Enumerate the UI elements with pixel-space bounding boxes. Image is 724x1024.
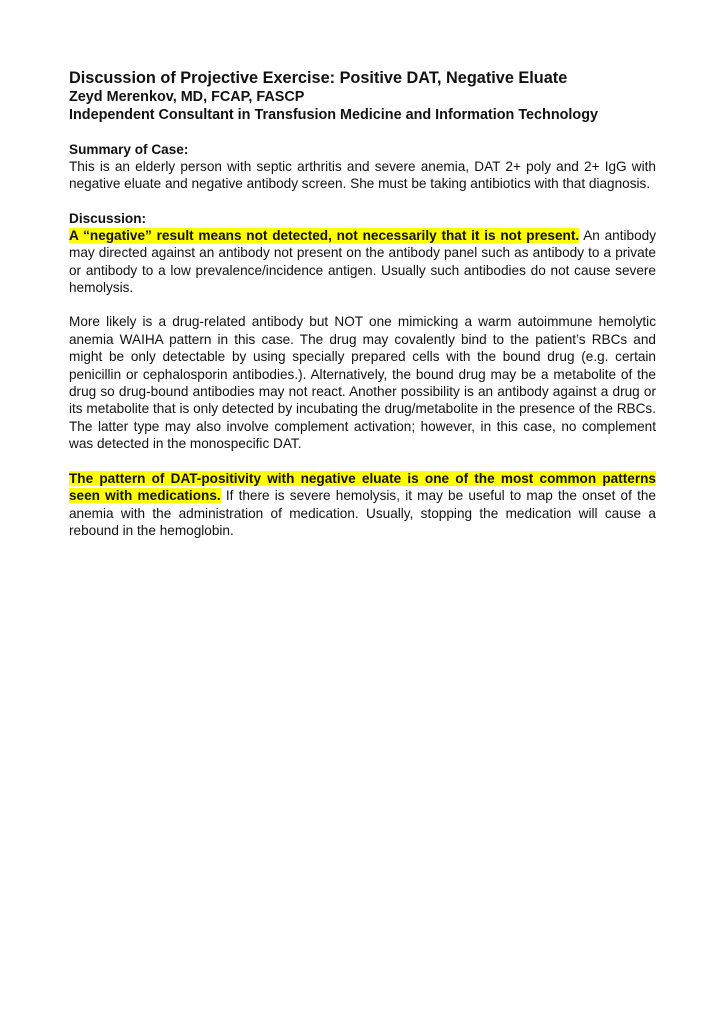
summary-paragraph: This is an elderly person with septic arthritis and severe anemia, DAT 2+ poly and 2+ IgG with negative eluate and negative antibody screen. She must be taking antibiotics with that diagnosis. bbox=[69, 159, 656, 192]
document-title: Discussion of Projective Exercise: Positive DAT, Negative Eluate bbox=[69, 69, 568, 87]
paragraph-3-text: If there is severe hemolysis, it may be useful to map the onset of the anemia with the administration of medication. Usually, stopping the medication will cause a rebound in the hemoglobin. bbox=[69, 488, 656, 538]
document-page bbox=[69, 69, 656, 539]
highlighted-statement-1: A “negative” result means not detected, not necessarily that it is not present. bbox=[69, 227, 580, 243]
discussion-paragraph-1 bbox=[69, 227, 656, 297]
paragraph-1-text: An antibody may directed against an antibody not present on the antibody panel such as antibody to a private or antibody to a low prevalence/incidence antigen. Usually such antibodies do not cause severe hemolysis. bbox=[69, 227, 656, 296]
author-line: Zeyd Merenkov, MD, FCAP, FASCP bbox=[69, 89, 305, 105]
discussion-paragraph-2: More likely is a drug-related antibody but NOT one mimicking a warm autoimmune hemolytic anemia WAIHA pattern in this case. The drug may covalently bind to the patient’s RBCs and might be only detectable by using specially prepared cells with the bound drug (e.g. certain penicillin or cephalosporin antibodies.). Alternatively, the bound drug may be a metabolite of the drug so drug-bound antibodies may not react. Another possibility is an antibody against a drug or its metabolite that is only detected by incubating the drug/metabolite in the presence of the RBCs. The latter type may also involve complement activation; however, in this case, no complement was detected in the monospecific DAT. bbox=[69, 314, 656, 452]
summary-heading: Summary of Case: bbox=[69, 142, 189, 157]
discussion-heading: Discussion: bbox=[69, 210, 147, 226]
affiliation-line: Independent Consultant in Transfusion Medicine and Information Technology bbox=[69, 107, 599, 123]
highlighted-statement-2: The pattern of DAT-positivity with negative eluate is one of the most common patterns seen with medications. bbox=[69, 470, 656, 504]
discussion-paragraph-3 bbox=[69, 470, 656, 540]
